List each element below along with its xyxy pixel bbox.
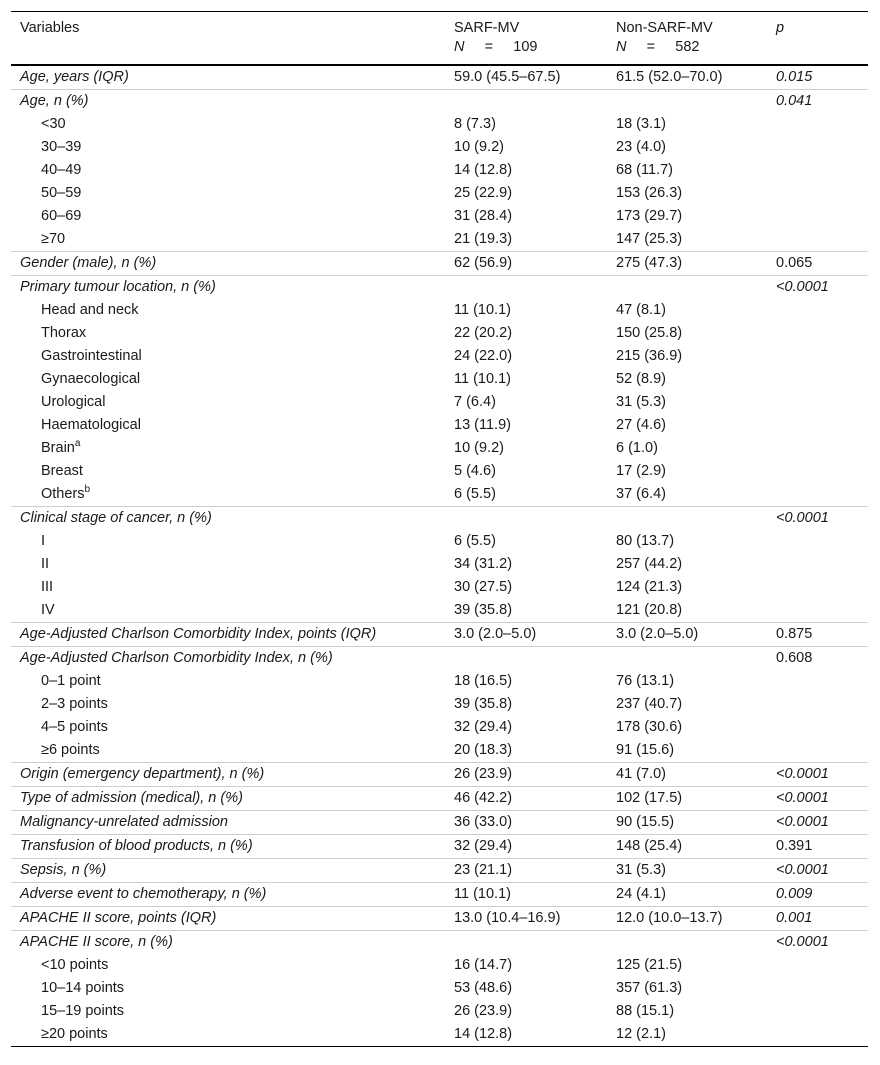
row-variable-label: APACHE II score, points (IQR) — [20, 910, 217, 926]
p-value — [767, 368, 868, 391]
table-row — [11, 693, 868, 716]
table-body — [11, 65, 868, 1047]
p-value — [767, 391, 868, 414]
row-variable-label: Gynaecological — [41, 371, 141, 387]
table-row — [11, 136, 868, 159]
non-sarf-mv-value: 6 (1.0) — [616, 440, 658, 456]
sarf-mv-value: 13.0 (10.4–16.9) — [445, 907, 607, 931]
row-variable-label: ≥20 points — [41, 1026, 108, 1042]
non-sarf-mv-value: 121 (20.8) — [616, 602, 683, 618]
row-variable-cell — [11, 1000, 445, 1023]
header-p-value — [767, 12, 868, 66]
p-value: 0.608 — [767, 647, 868, 671]
row-variable-label: ≥6 points — [41, 742, 100, 758]
row-variable-label: Origin (emergency department), n (%) — [20, 766, 265, 782]
table-row — [11, 670, 868, 693]
table-row — [11, 90, 868, 114]
sarf-mv-value — [445, 276, 607, 300]
row-variable-label: Haematological — [41, 417, 141, 433]
sarf-mv-value: 6 (5.5) — [454, 533, 496, 549]
row-variable-label: Clinical stage of cancer, n (%) — [20, 510, 212, 526]
row-variable-cell — [11, 883, 445, 907]
sarf-mv-value: 7 (6.4) — [454, 394, 496, 410]
row-variable-label: Brain — [41, 440, 75, 456]
p-value — [767, 205, 868, 228]
p-value — [767, 670, 868, 693]
non-sarf-mv-value: 31 (5.3) — [616, 394, 666, 410]
row-variable-cell — [11, 113, 445, 136]
table-row — [11, 763, 868, 787]
header-sarf-n — [454, 38, 607, 57]
sarf-mv-value: 11 (10.1) — [454, 302, 511, 318]
row-variable-cell — [11, 483, 445, 507]
sarf-mv-value: 25 (22.9) — [454, 185, 513, 201]
row-variable-label: Type of admission (medical), n (%) — [20, 790, 243, 806]
non-sarf-mv-value: 52 (8.9) — [616, 371, 666, 387]
row-variable-cell — [11, 623, 445, 647]
sarf-mv-value: 30 (27.5) — [454, 579, 513, 595]
p-value — [767, 182, 868, 205]
table-row — [11, 228, 868, 252]
p-value — [767, 553, 868, 576]
non-sarf-mv-value: 12 (2.1) — [607, 1023, 767, 1047]
sarf-mv-value — [445, 931, 607, 955]
row-variable-cell — [11, 553, 445, 576]
header-row — [11, 12, 868, 66]
row-variable-cell — [11, 670, 445, 693]
row-variable-cell — [11, 599, 445, 623]
non-sarf-mv-value: 31 (5.3) — [607, 859, 767, 883]
sarf-mv-value: 18 (16.5) — [454, 673, 513, 689]
non-sarf-mv-value: 153 (26.3) — [616, 185, 683, 201]
row-variable-label: APACHE II score, n (%) — [20, 934, 173, 950]
table-row — [11, 599, 868, 623]
p-value — [767, 322, 868, 345]
sarf-mv-value: 26 (23.9) — [445, 763, 607, 787]
p-value: <0.0001 — [767, 931, 868, 955]
sarf-mv-value: 14 (12.8) — [454, 162, 513, 178]
table-row — [11, 883, 868, 907]
table-row — [11, 716, 868, 739]
row-variable-cell — [11, 460, 445, 483]
p-value — [767, 530, 868, 553]
header-sarf-n-label: N — [454, 39, 465, 55]
row-variable-cell — [11, 368, 445, 391]
row-variable-label: ≥70 — [41, 231, 66, 247]
non-sarf-mv-value: 23 (4.0) — [616, 139, 666, 155]
header-non-title: Non-SARF-MV — [616, 20, 713, 36]
header-variables — [11, 12, 445, 66]
row-variable-label: Age-Adjusted Charlson Comorbidity Index, points (IQR) — [20, 626, 377, 642]
sarf-mv-value: 62 (56.9) — [445, 252, 607, 276]
non-sarf-mv-value: 150 (25.8) — [616, 325, 683, 341]
table-row — [11, 483, 868, 507]
table-row — [11, 507, 868, 531]
sarf-mv-value: 23 (21.1) — [445, 859, 607, 883]
table-row — [11, 322, 868, 345]
sarf-mv-value: 34 (31.2) — [454, 556, 513, 572]
row-variable-cell — [11, 716, 445, 739]
non-sarf-mv-value: 47 (8.1) — [616, 302, 666, 318]
baseline-characteristics-table-container — [11, 11, 868, 1047]
non-sarf-mv-value: 357 (61.3) — [616, 980, 683, 996]
table-row — [11, 276, 868, 300]
p-value — [767, 483, 868, 507]
row-variable-label: Breast — [41, 463, 83, 479]
sarf-mv-value: 22 (20.2) — [454, 325, 513, 341]
table-row — [11, 252, 868, 276]
p-value — [767, 716, 868, 739]
non-sarf-mv-value — [607, 90, 767, 114]
sarf-mv-value: 20 (18.3) — [454, 742, 513, 758]
sarf-mv-value: 10 (9.2) — [454, 139, 504, 155]
table-header — [11, 12, 868, 66]
p-value: <0.0001 — [767, 276, 868, 300]
sarf-mv-value: 5 (4.6) — [454, 463, 496, 479]
non-sarf-mv-value: 68 (11.7) — [616, 162, 673, 178]
sarf-mv-value: 46 (42.2) — [445, 787, 607, 811]
non-sarf-mv-value: 88 (15.1) — [616, 1003, 675, 1019]
p-value — [767, 1000, 868, 1023]
table-row — [11, 113, 868, 136]
non-sarf-mv-value: 173 (29.7) — [616, 208, 683, 224]
non-sarf-mv-value: 90 (15.5) — [607, 811, 767, 835]
row-variable-label: Gastrointestinal — [41, 348, 142, 364]
p-value: <0.0001 — [767, 507, 868, 531]
p-value — [767, 159, 868, 182]
sarf-mv-value — [445, 647, 607, 671]
sarf-mv-value: 31 (28.4) — [454, 208, 513, 224]
sarf-mv-value: 21 (19.3) — [454, 231, 513, 247]
table-row — [11, 65, 868, 90]
table-row — [11, 787, 868, 811]
p-value: <0.0001 — [767, 763, 868, 787]
row-variable-label: Urological — [41, 394, 106, 410]
table-row — [11, 182, 868, 205]
row-variable-cell — [11, 391, 445, 414]
sarf-mv-value: 8 (7.3) — [454, 116, 496, 132]
row-variable-cell — [11, 437, 445, 460]
header-non-sarf-mv — [607, 12, 767, 66]
non-sarf-mv-value: 147 (25.3) — [616, 231, 683, 247]
row-variable-cell — [11, 182, 445, 205]
row-variable-label: Thorax — [41, 325, 87, 341]
row-variable-label: 30–39 — [41, 139, 82, 155]
sarf-mv-value: 39 (35.8) — [454, 696, 513, 712]
row-variable-cell — [11, 859, 445, 883]
sarf-mv-value: 14 (12.8) — [445, 1023, 607, 1047]
sarf-mv-value: 59.0 (45.5–67.5) — [454, 69, 561, 85]
footnote-marker: b — [84, 484, 91, 496]
p-value — [767, 576, 868, 599]
sarf-mv-value: 3.0 (2.0–5.0) — [445, 623, 607, 647]
table-row — [11, 414, 868, 437]
table-row — [11, 931, 868, 955]
header-sarf-n-value: 109 — [513, 39, 538, 55]
row-variable-cell — [11, 65, 445, 90]
p-value — [767, 739, 868, 763]
sarf-mv-value: 13 (11.9) — [454, 417, 511, 433]
p-value: 0.875 — [767, 623, 868, 647]
header-sarf-mv — [445, 12, 607, 66]
table-row — [11, 368, 868, 391]
table-row — [11, 977, 868, 1000]
table-row — [11, 460, 868, 483]
non-sarf-mv-value: 24 (4.1) — [607, 883, 767, 907]
table-row — [11, 205, 868, 228]
row-variable-cell — [11, 1023, 445, 1047]
header-non-n-eq: = — [646, 39, 656, 55]
non-sarf-mv-value: 102 (17.5) — [607, 787, 767, 811]
header-sarf-title: SARF-MV — [454, 20, 520, 36]
non-sarf-mv-value — [607, 276, 767, 300]
sarf-mv-value: 24 (22.0) — [454, 348, 513, 364]
row-variable-label: Head and neck — [41, 302, 139, 318]
sarf-mv-value: 32 (29.4) — [445, 835, 607, 859]
table-row — [11, 159, 868, 182]
p-value — [767, 977, 868, 1000]
row-variable-label: III — [41, 579, 54, 595]
row-variable-cell — [11, 811, 445, 835]
p-value — [767, 345, 868, 368]
row-variable-label: II — [41, 556, 50, 572]
p-value: 0.065 — [767, 252, 868, 276]
row-variable-cell — [11, 205, 445, 228]
row-variable-cell — [11, 90, 445, 114]
p-value — [767, 437, 868, 460]
p-value: 0.391 — [767, 835, 868, 859]
table-row — [11, 835, 868, 859]
row-variable-label: I — [41, 533, 46, 549]
table-row — [11, 954, 868, 977]
p-value — [767, 136, 868, 159]
row-variable-cell — [11, 136, 445, 159]
row-variable-label: Primary tumour location, n (%) — [20, 279, 216, 295]
p-value — [767, 414, 868, 437]
row-variable-label: Adverse event to chemotherapy, n (%) — [20, 886, 267, 902]
row-variable-label: Sepsis, n (%) — [20, 862, 107, 878]
row-variable-cell — [11, 693, 445, 716]
non-sarf-mv-value: 17 (2.9) — [616, 463, 666, 479]
non-sarf-mv-value — [607, 507, 767, 531]
non-sarf-mv-value: 125 (21.5) — [616, 957, 683, 973]
non-sarf-mv-value: 91 (15.6) — [616, 742, 675, 758]
row-variable-label: Age, n (%) — [20, 93, 89, 109]
p-value — [767, 1023, 868, 1047]
header-variables-label: Variables — [20, 20, 80, 36]
row-variable-cell — [11, 299, 445, 322]
non-sarf-mv-value: 37 (6.4) — [616, 486, 666, 502]
p-value — [767, 228, 868, 252]
p-value: <0.0001 — [767, 859, 868, 883]
p-value: <0.0001 — [767, 811, 868, 835]
table-row — [11, 623, 868, 647]
non-sarf-mv-value: 257 (44.2) — [616, 556, 683, 572]
sarf-mv-value: 26 (23.9) — [454, 1003, 513, 1019]
row-variable-cell — [11, 977, 445, 1000]
non-sarf-mv-value: 18 (3.1) — [616, 116, 666, 132]
row-variable-cell — [11, 322, 445, 345]
table-row — [11, 811, 868, 835]
p-value — [767, 113, 868, 136]
row-variable-cell — [11, 907, 445, 931]
p-value — [767, 599, 868, 623]
table-row — [11, 437, 868, 460]
row-variable-cell — [11, 252, 445, 276]
sarf-mv-value: 6 (5.5) — [454, 486, 496, 502]
row-variable-cell — [11, 787, 445, 811]
row-variable-cell — [11, 931, 445, 955]
sarf-mv-value: 10 (9.2) — [454, 440, 504, 456]
row-variable-label: IV — [41, 602, 55, 618]
non-sarf-mv-value: 76 (13.1) — [616, 673, 675, 689]
table-row — [11, 1000, 868, 1023]
row-variable-label: Others — [41, 486, 85, 502]
non-sarf-mv-value: 41 (7.0) — [607, 763, 767, 787]
row-variable-cell — [11, 507, 445, 531]
non-sarf-mv-value: 237 (40.7) — [616, 696, 683, 712]
header-p-label: p — [776, 20, 785, 36]
sarf-mv-value: 11 (10.1) — [445, 883, 607, 907]
row-variable-label: 4–5 points — [41, 719, 108, 735]
row-variable-label: Age-Adjusted Charlson Comorbidity Index, n (%) — [20, 650, 333, 666]
row-variable-cell — [11, 414, 445, 437]
table-row — [11, 1023, 868, 1047]
row-variable-label: Transfusion of blood products, n (%) — [20, 838, 253, 854]
baseline-characteristics-table — [11, 11, 868, 1047]
p-value — [767, 693, 868, 716]
row-variable-cell — [11, 276, 445, 300]
sarf-mv-value: 53 (48.6) — [454, 980, 513, 996]
row-variable-label: 50–59 — [41, 185, 82, 201]
p-value — [767, 954, 868, 977]
table-row — [11, 907, 868, 931]
sarf-mv-value: 11 (10.1) — [454, 371, 511, 387]
non-sarf-mv-value: 148 (25.4) — [607, 835, 767, 859]
header-non-n-label: N — [616, 39, 627, 55]
table-row — [11, 859, 868, 883]
row-variable-label: <30 — [41, 116, 66, 132]
row-variable-label: 60–69 — [41, 208, 82, 224]
header-non-n-value: 582 — [675, 39, 700, 55]
table-row — [11, 553, 868, 576]
table-row — [11, 391, 868, 414]
non-sarf-mv-value: 27 (4.6) — [616, 417, 666, 433]
row-variable-cell — [11, 576, 445, 599]
p-value — [767, 460, 868, 483]
row-variable-cell — [11, 345, 445, 368]
p-value: 0.015 — [776, 69, 813, 85]
non-sarf-mv-value — [607, 647, 767, 671]
row-variable-label: 15–19 points — [41, 1003, 125, 1019]
non-sarf-mv-value: 275 (47.3) — [607, 252, 767, 276]
header-sarf-n-eq: = — [484, 39, 494, 55]
row-variable-cell — [11, 835, 445, 859]
p-value: <0.0001 — [767, 787, 868, 811]
table-row — [11, 739, 868, 763]
row-variable-label: <10 points — [41, 957, 109, 973]
sarf-mv-value — [445, 90, 607, 114]
sarf-mv-value: 16 (14.7) — [454, 957, 513, 973]
non-sarf-mv-value: 178 (30.6) — [616, 719, 683, 735]
row-variable-label: 2–3 points — [41, 696, 108, 712]
row-variable-cell — [11, 647, 445, 671]
header-non-n — [616, 38, 767, 57]
non-sarf-mv-value: 12.0 (10.0–13.7) — [607, 907, 767, 931]
table-row — [11, 299, 868, 322]
table-row — [11, 530, 868, 553]
footnote-marker: a — [74, 438, 81, 450]
non-sarf-mv-value — [607, 931, 767, 955]
row-variable-cell — [11, 530, 445, 553]
sarf-mv-value — [445, 507, 607, 531]
sarf-mv-value: 36 (33.0) — [445, 811, 607, 835]
non-sarf-mv-value: 61.5 (52.0–70.0) — [616, 69, 723, 85]
table-row — [11, 345, 868, 368]
row-variable-label: 40–49 — [41, 162, 82, 178]
non-sarf-mv-value: 80 (13.7) — [616, 533, 675, 549]
p-value: 0.001 — [767, 907, 868, 931]
row-variable-label: 10–14 points — [41, 980, 125, 996]
non-sarf-mv-value: 215 (36.9) — [616, 348, 683, 364]
row-variable-cell — [11, 739, 445, 763]
row-variable-label: 0–1 point — [41, 673, 101, 689]
non-sarf-mv-value: 124 (21.3) — [616, 579, 683, 595]
sarf-mv-value: 32 (29.4) — [454, 719, 513, 735]
row-variable-cell — [11, 763, 445, 787]
non-sarf-mv-value: 3.0 (2.0–5.0) — [607, 623, 767, 647]
p-value: 0.041 — [767, 90, 868, 114]
p-value — [767, 299, 868, 322]
row-variable-cell — [11, 159, 445, 182]
row-variable-cell — [11, 228, 445, 252]
row-variable-label: Gender (male), n (%) — [20, 255, 157, 271]
table-row — [11, 647, 868, 671]
sarf-mv-value: 39 (35.8) — [454, 602, 513, 618]
table-row — [11, 576, 868, 599]
row-variable-cell — [11, 954, 445, 977]
row-variable-label: Malignancy-unrelated admission — [20, 814, 228, 830]
row-variable-label: Age, years (IQR) — [20, 69, 129, 85]
p-value: 0.009 — [767, 883, 868, 907]
